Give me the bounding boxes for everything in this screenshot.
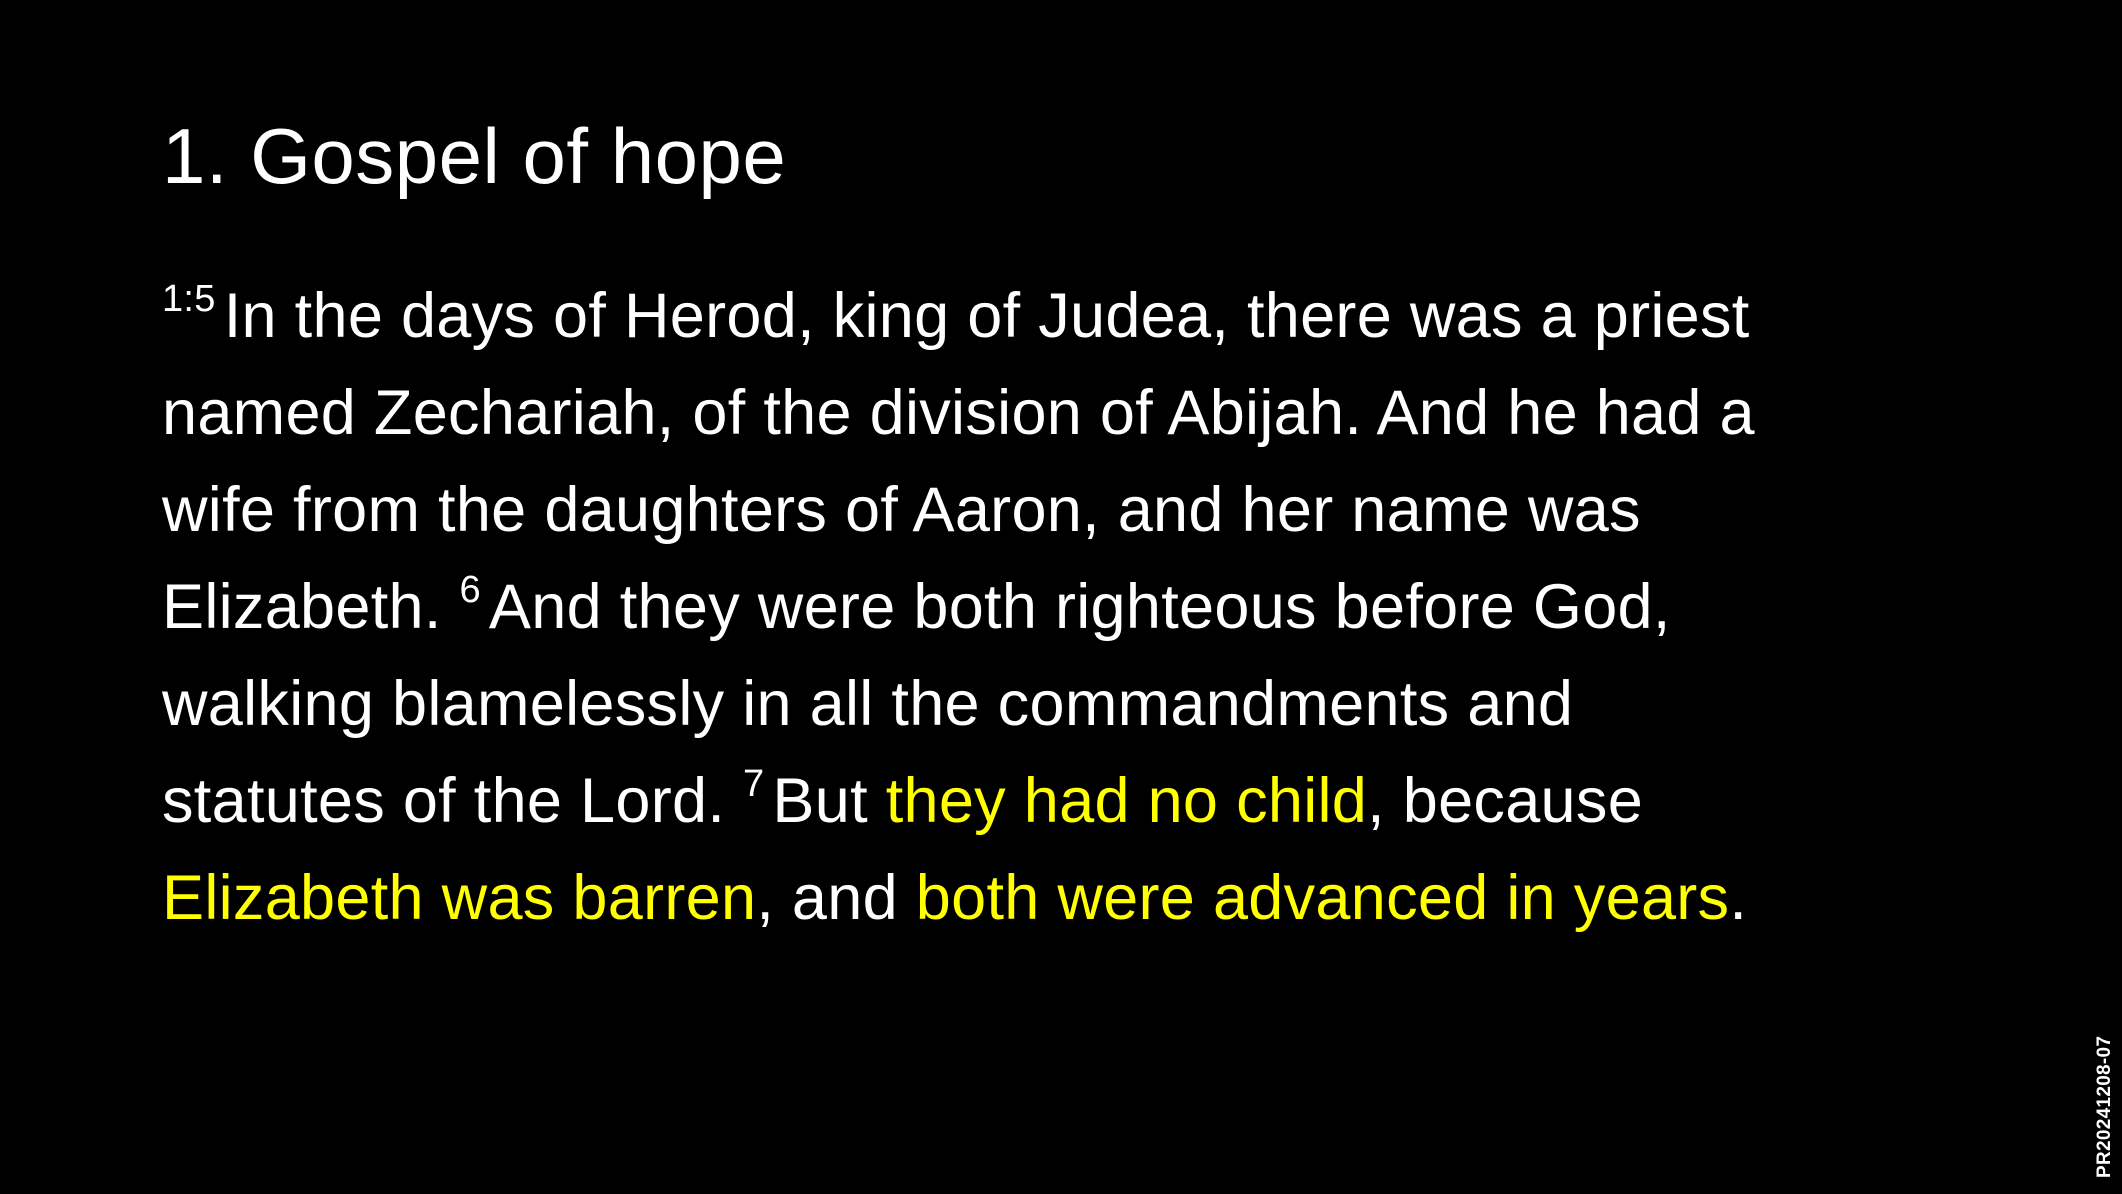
- passage-line-2: [162, 365, 1962, 462]
- passage-line-6: [162, 753, 1962, 850]
- passage-line-3: [162, 462, 1962, 559]
- passage-text: statutes of the Lord.: [162, 766, 726, 836]
- passage-text: In the days of Herod, king of Judea, there was a priest: [223, 281, 1750, 351]
- passage-text: , and: [756, 863, 898, 933]
- slide-title: 1. Gospel of hope: [162, 112, 787, 200]
- passage-text: named Zechariah, of the division of Abijah. And he had a: [162, 378, 1755, 448]
- passage-text: And they were both righteous before God,: [488, 572, 1671, 642]
- passage-line-7: [162, 850, 1962, 947]
- passage-text: Elizabeth.: [162, 572, 442, 642]
- verse-number-6: 6: [459, 569, 481, 611]
- scripture-passage: [162, 268, 1962, 947]
- highlighted-text: both were advanced in years: [915, 863, 1730, 933]
- passage-line-5: [162, 656, 1962, 753]
- verse-number-5: 1:5: [162, 278, 216, 320]
- passage-text: , because: [1367, 766, 1644, 836]
- slide-id-stamp: PR20241208-07: [2094, 1035, 2115, 1178]
- verse-number-7: 7: [742, 763, 765, 805]
- passage-text: .: [1729, 863, 1748, 933]
- passage-text: walking blamelessly in all the commandments and: [162, 669, 1574, 739]
- passage-line-4: [162, 559, 1962, 656]
- highlighted-text: Elizabeth was barren: [162, 863, 757, 933]
- highlighted-text: they had no child: [885, 766, 1368, 836]
- passage-text: But: [772, 766, 868, 836]
- passage-line-1: [162, 268, 1962, 365]
- passage-text: wife from the daughters of Aaron, and her name was: [162, 475, 1641, 545]
